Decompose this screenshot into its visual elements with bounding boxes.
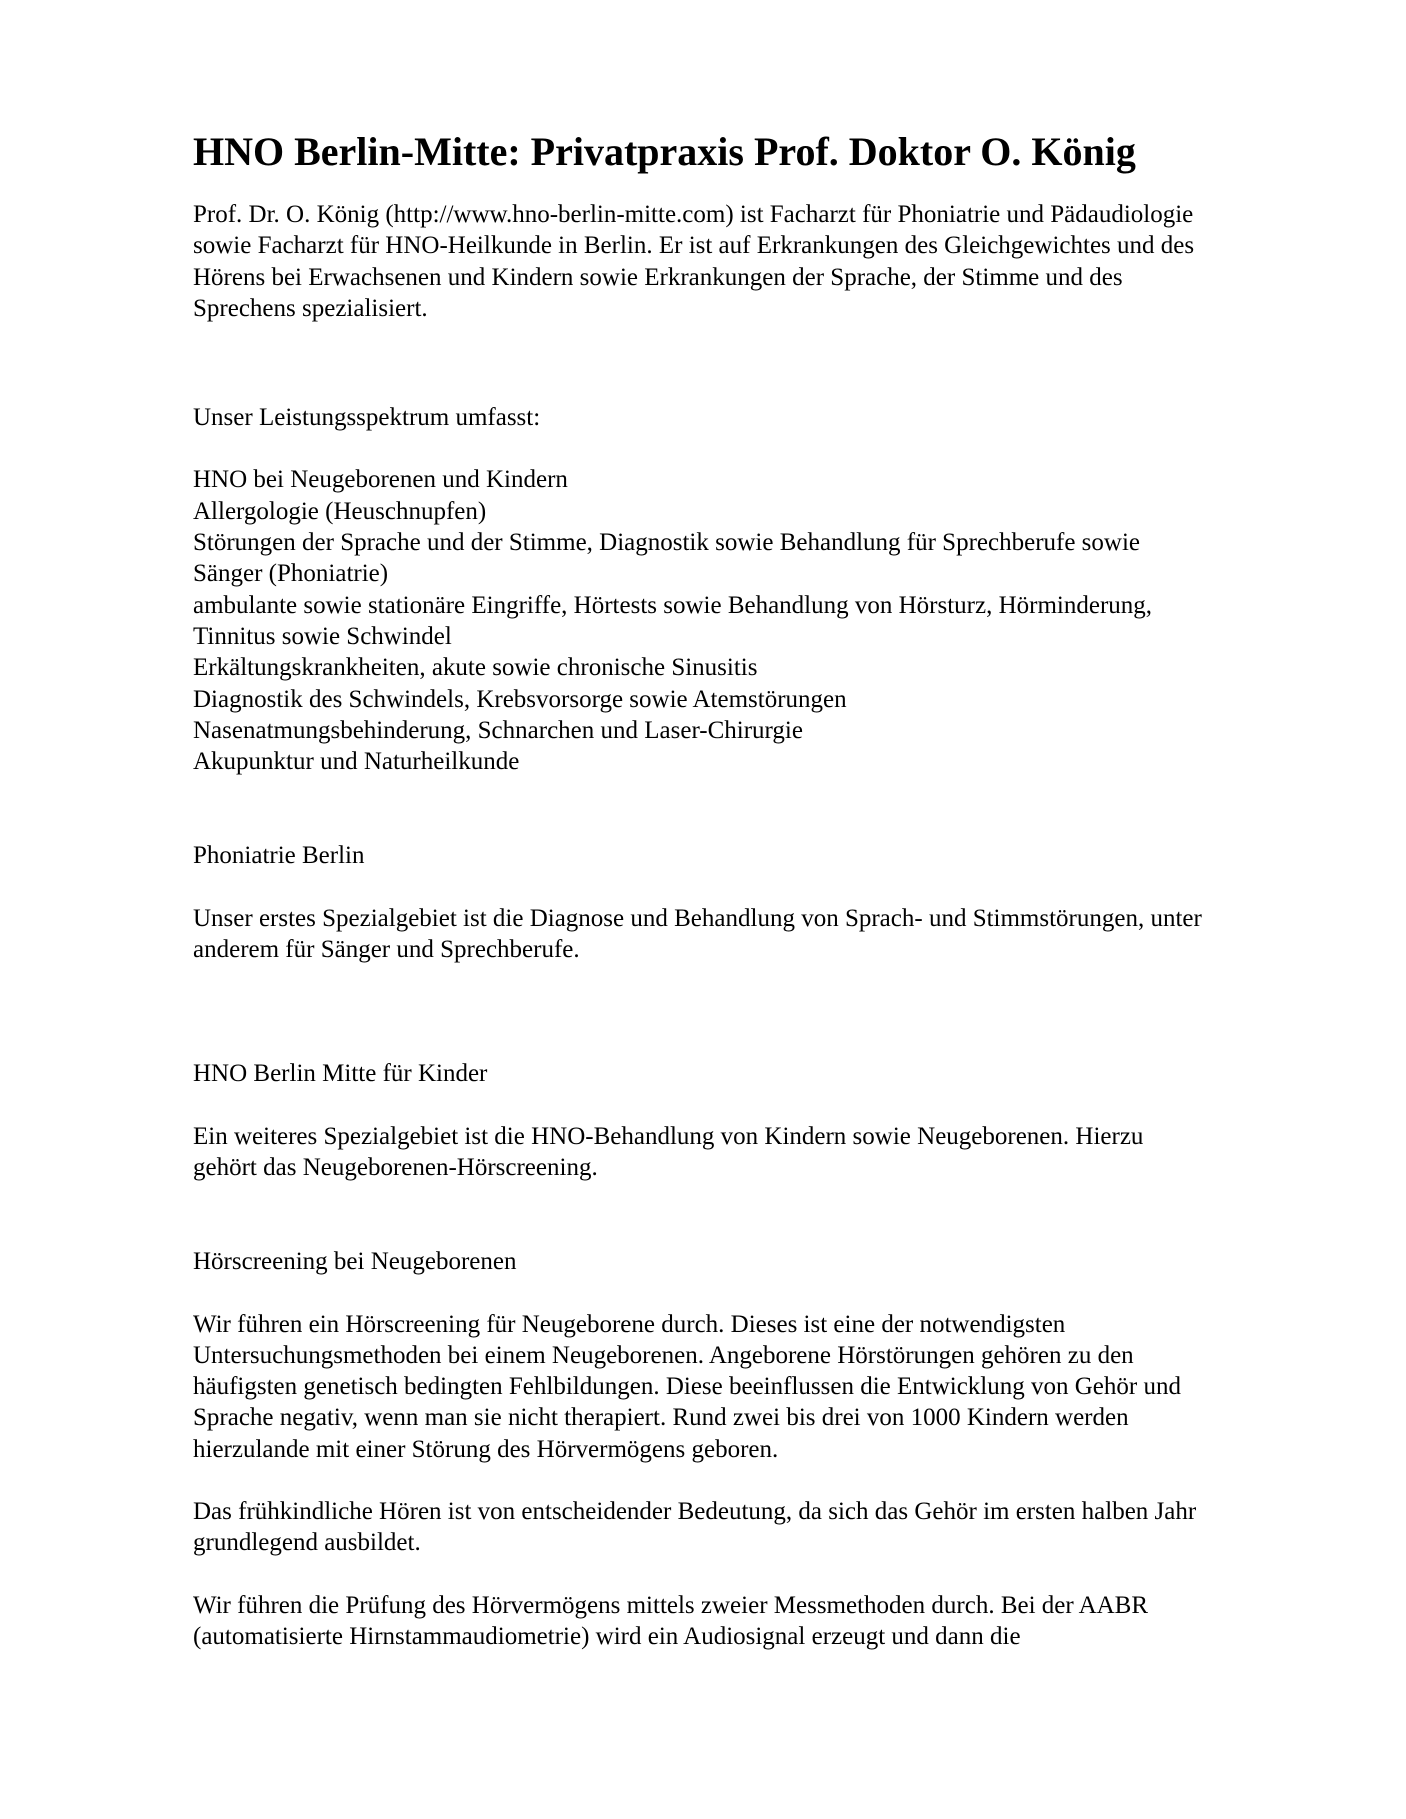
document-page [193, 128, 1313, 1652]
hoerscreening-line: Wir führen die Prüfung des Hörvermögens mittels zweier Messmethoden durch. Bei der AABR [193, 1591, 1149, 1619]
hoerscreening-line: grundlegend ausbildet. [193, 1529, 421, 1557]
hoerscreening-line: (automatisierte Hirnstammaudiometrie) wird ein Audiosignal erzeugt und dann die [193, 1622, 1021, 1650]
services-list [193, 464, 1313, 777]
service-item: Diagnostik des Schwindels, Krebsvorsorge sowie Atemstörungen [193, 685, 847, 713]
section-title-phoniatrie: Phoniatrie Berlin [193, 842, 365, 870]
section-title-kinder: HNO Berlin Mitte für Kinder [193, 1060, 488, 1088]
service-item: Nasenatmungsbehinderung, Schnarchen und Laser-Chirurgie [193, 716, 803, 744]
hoerscreening-paragraph-3 [193, 1590, 1313, 1653]
hoerscreening-line: Wir führen ein Hörscreening für Neugeborene durch. Dieses ist eine der notwendigsten [193, 1310, 1066, 1338]
kinder-line: gehört das Neugeborenen-Hörscreening. [193, 1153, 598, 1181]
kinder-paragraph [193, 1121, 1313, 1184]
kinder-line: Ein weiteres Spezialgebiet ist die HNO-Behandlung von Kindern sowie Neugeborenen. Hierzu [193, 1122, 1144, 1150]
service-item: Sänger (Phoniatrie) [193, 560, 389, 588]
intro-line: Prof. Dr. O. König (http://www.hno-berlin-mitte.com) ist Facharzt für Phoniatrie und Pädaudiologie [193, 201, 1194, 228]
phoniatrie-line: anderem für Sänger und Sprechberufe. [193, 936, 580, 964]
service-item: ambulante sowie stationäre Eingriffe, Hörtests sowie Behandlung von Hörsturz, Hörminderung, [193, 591, 1153, 619]
hoerscreening-line: Das frühkindliche Hören ist von entscheidender Bedeutung, da sich das Gehör im ersten halben Jahr [193, 1498, 1197, 1526]
hoerscreening-line: Untersuchungsmethoden bei einem Neugeborenen. Angeborene Hörstörungen gehören zu den [193, 1341, 1134, 1369]
hoerscreening-line: hierzulande mit einer Störung des Hörvermögens geboren. [193, 1435, 779, 1463]
service-item: Störungen der Sprache und der Stimme, Diagnostik sowie Behandlung für Sprechberufe sowie [193, 529, 1141, 557]
service-item: Allergologie (Heuschnupfen) [193, 497, 487, 525]
hoerscreening-line: Sprache negativ, wenn man sie nicht therapiert. Rund zwei bis drei von 1000 Kindern werden [193, 1404, 1129, 1432]
hoerscreening-paragraph-2 [193, 1496, 1313, 1559]
hoerscreening-paragraph-1 [193, 1309, 1313, 1465]
service-item: Erkältungskrankheiten, akute sowie chronische Sinusitis [193, 654, 758, 682]
hoerscreening-line: häufigsten genetisch bedingten Fehlbildungen. Diese beeinflussen die Entwicklung von Gehör und [193, 1373, 1181, 1401]
service-item: Akupunktur und Naturheilkunde [193, 748, 520, 776]
intro-line: Hörens bei Erwachsenen und Kindern sowie Erkrankungen der Sprache, der Stimme und des [193, 263, 1123, 291]
phoniatrie-line: Unser erstes Spezialgebiet ist die Diagnose und Behandlung von Sprach- und Stimmstörungen, unter [193, 904, 1202, 932]
intro-line: sowie Facharzt für HNO-Heilkunde in Berlin. Er ist auf Erkrankungen des Gleichgewichtes und des [193, 232, 1195, 260]
page-title: HNO Berlin-Mitte: Privatpraxis Prof. Doktor O. König [193, 129, 1136, 174]
service-item: HNO bei Neugeborenen und Kindern [193, 466, 568, 494]
service-item: Tinnitus sowie Schwindel [193, 622, 452, 650]
intro-line: Sprechens spezialisiert. [193, 294, 428, 322]
services-label: Unser Leistungsspektrum umfasst: [193, 404, 541, 432]
intro-paragraph [193, 199, 1313, 324]
section-title-hoerscreening: Hörscreening bei Neugeborenen [193, 1248, 517, 1276]
phoniatrie-paragraph [193, 903, 1313, 966]
